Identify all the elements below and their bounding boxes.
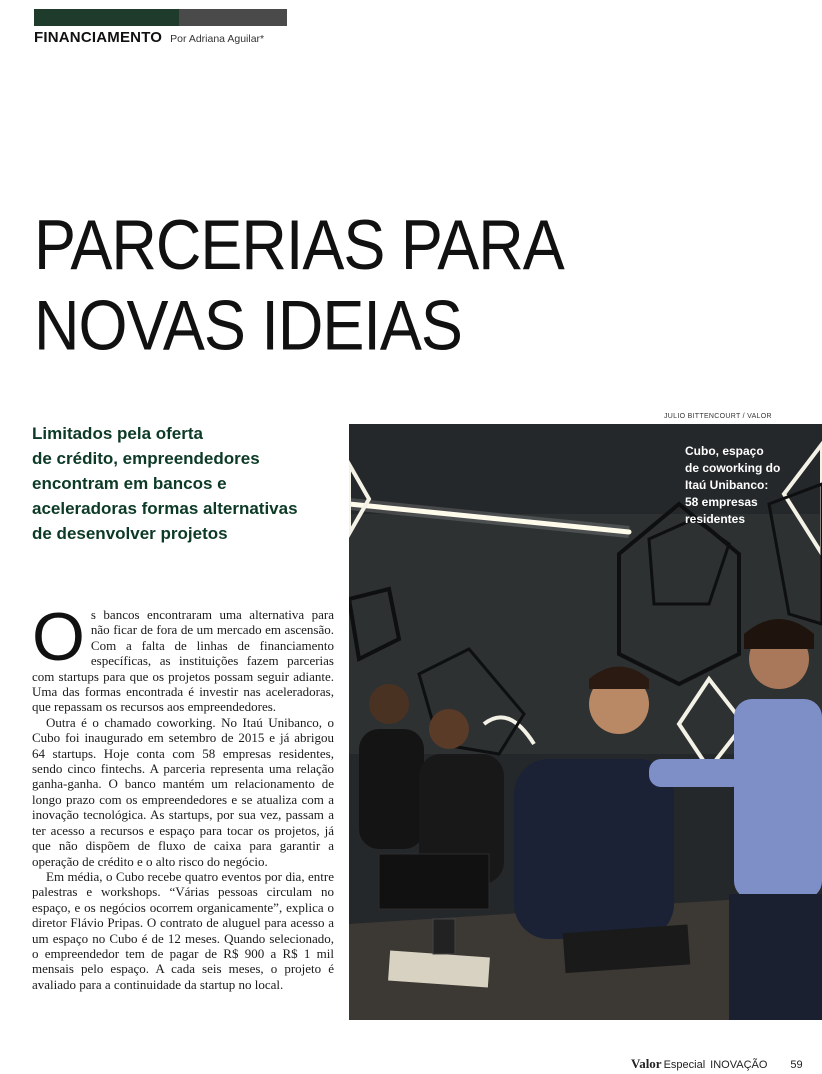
caption-line: residentes: [685, 512, 746, 526]
caption-line: Cubo, espaço: [685, 444, 764, 458]
article-lead: [32, 421, 322, 546]
publication-brand: Valor: [631, 1056, 662, 1071]
article-body: [32, 599, 334, 992]
caption-line: 58 empresas: [685, 495, 758, 509]
photo-caption: [685, 443, 815, 528]
photo-credit: JULIO BITTENCOURT / VALOR: [664, 413, 772, 420]
caption-line: de coworking do: [685, 461, 781, 475]
lead-line: de crédito, empreendedores: [32, 449, 260, 468]
article-headline: [34, 205, 564, 367]
drop-cap: O: [32, 599, 85, 675]
page-footer: [631, 1056, 803, 1072]
lead-line: Limitados pela oferta: [32, 424, 203, 443]
lead-line: de desenvolver projetos: [32, 524, 228, 543]
lead-line: aceleradoras formas alternativas: [32, 499, 298, 518]
body-paragraph-text: s bancos encontraram uma alternativa para não ficar de fora de um mercado em ascensão. Com a falta de linhas de financiamento específicas, as instituições fazem parcerias com startups para que os projetos possam seguir adiante. Uma das formas encontrada é investir nas aceleradoras, que repassam os recursos aos empreendedores.: [32, 607, 334, 715]
caption-line: Itaú Unibanco:: [685, 478, 769, 492]
page-number: 59: [790, 1059, 803, 1071]
article-photo: [349, 424, 822, 1020]
body-paragraph: [32, 599, 334, 715]
author-byline: Por Adriana Aguilar*: [170, 33, 265, 45]
body-paragraph: Outra é o chamado coworking. No Itaú Unibanco, o Cubo foi inaugurado em setembro de 2015 e já abrigou 64 startups. Hoje conta com 58 empresas residentes, sendo cinco fintechs. A parceria representa uma relação ganha-ganha. O banco mantém um relacionamento de longo prazo com os empreendedores e se atualiza com a inovação tecnológica. As startups, por sua vez, passam a ter acesso a recursos e espaço para tocar os projetos, já que não dispõem de fluxo de caixa para garantir a operação de crédito e o alto risco do negócio.: [32, 714, 334, 869]
headline-line-1: PARCERIAS PARA: [34, 206, 564, 285]
publication-special: Especial: [663, 1059, 706, 1071]
section-name: FINANCIAMENTO: [34, 29, 163, 46]
section-header: [34, 29, 264, 47]
section-color-bar-grey: [179, 9, 287, 26]
headline-line-2: NOVAS IDEIAS: [34, 287, 462, 366]
publication-topic: INOVAÇÃO: [710, 1059, 768, 1071]
lead-line: encontram em bancos e: [32, 474, 227, 493]
body-paragraph: Em média, o Cubo recebe quatro eventos por dia, entre palestras e workshops. “Várias pessoas circulam no espaço, e os negócios ocorrem organicamente”, explica o diretor Flávio Pripas. O contrato de aluguel para acesso a um espaço no Cubo é de 12 meses. Quando selecionado, o empreendedor tem de pagar de R$ 900 a R$ 1 mil mensais pelo espaço. A cada seis meses, o projeto é avaliado para a continuidade da startup no local.: [32, 868, 334, 992]
section-color-bar: [34, 9, 287, 26]
section-color-bar-green: [34, 9, 179, 26]
